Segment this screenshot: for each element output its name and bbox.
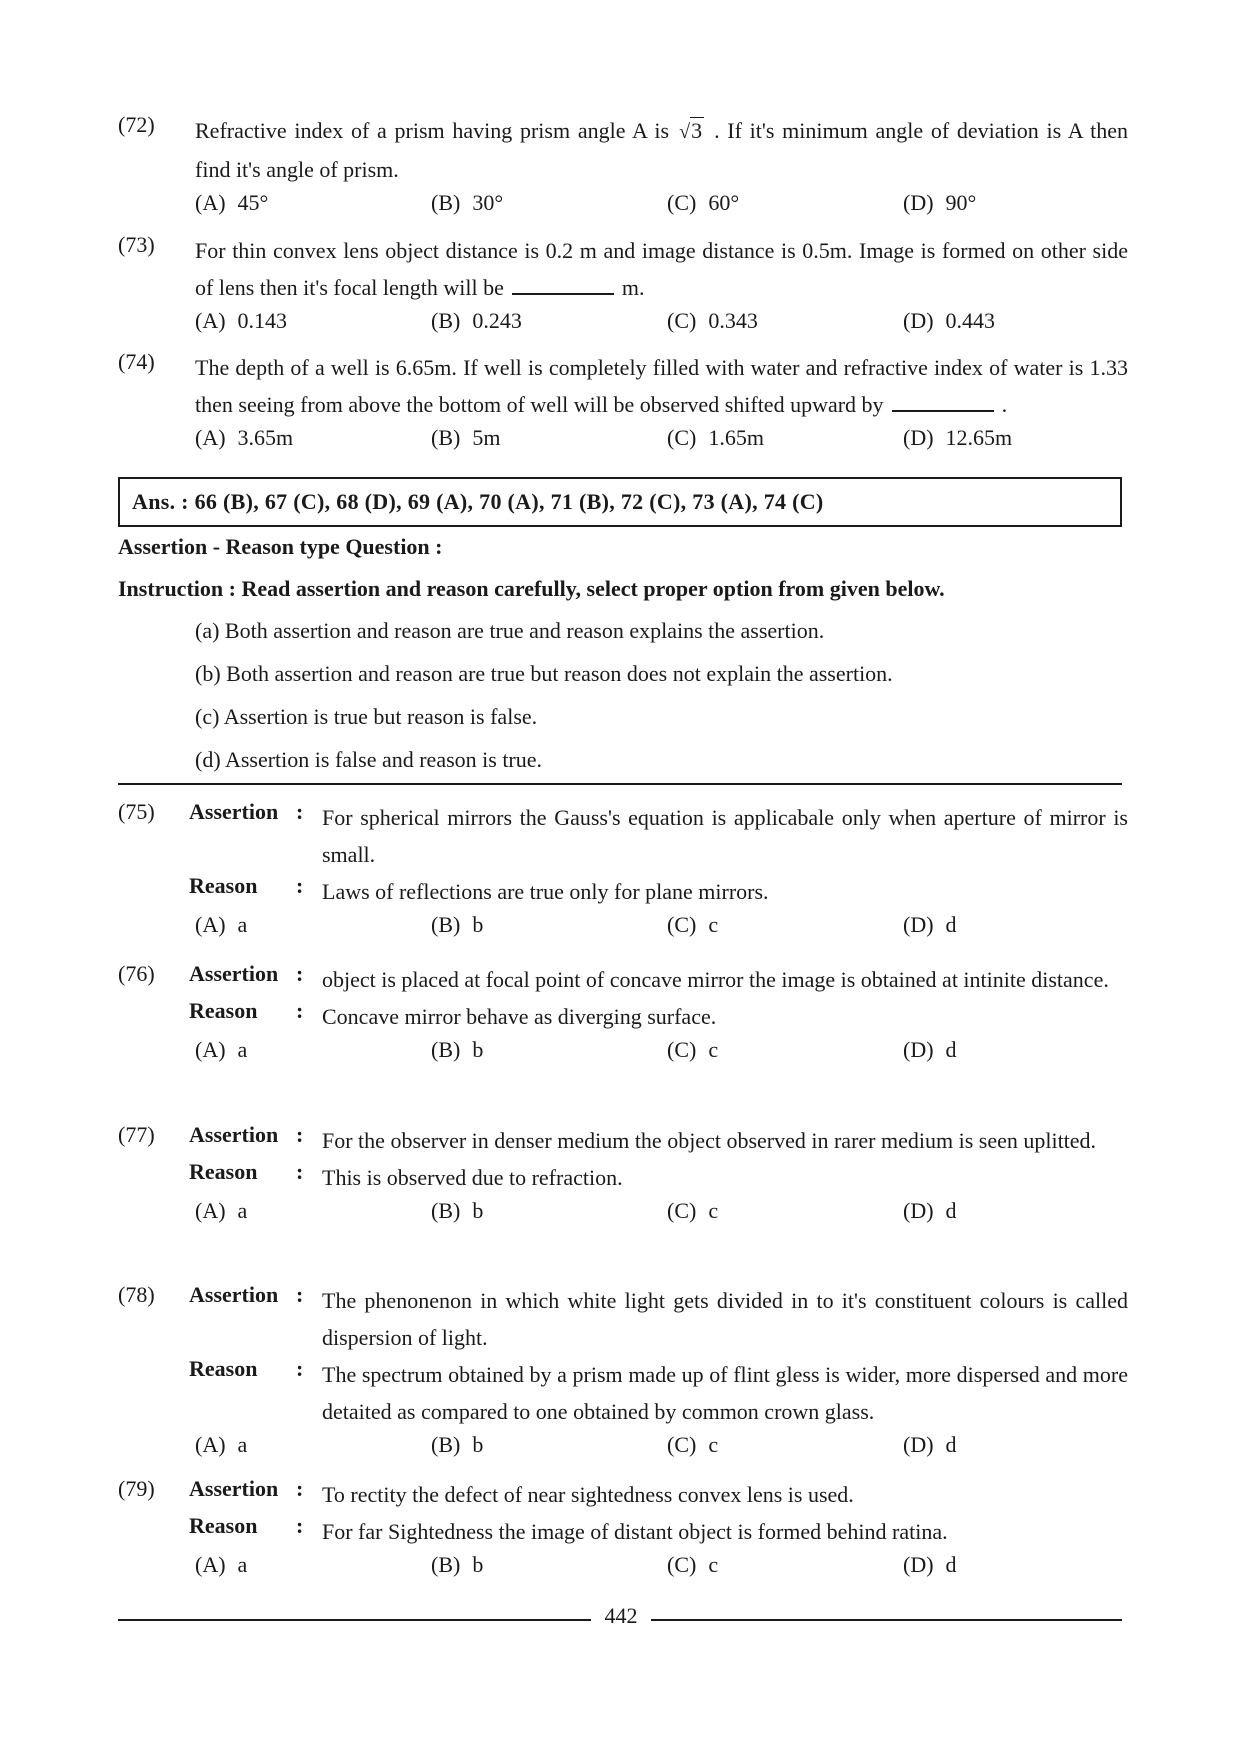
question-number: (73) [118, 232, 155, 257]
choice-d: (d) Assertion is false and reason is true. [195, 747, 543, 772]
page-number: 442 [604, 1603, 638, 1628]
question-number: (74) [118, 349, 155, 374]
reason-text: The spectrum obtained by a prism made up of flint gless is wider, more dispersed and more detaited as compared to one obtained by common crown glass. [322, 1362, 1128, 1424]
square-root-symbol: √3 [679, 118, 703, 143]
option-d: (D) 0.443 [903, 308, 996, 333]
option-b: (B) b [431, 1432, 484, 1457]
option-a: (A) a [195, 1552, 248, 1577]
question-76 [118, 961, 1128, 1073]
reason-text: Concave mirror behave as diverging surface. [322, 1004, 717, 1029]
option-c: (C) c [667, 1432, 719, 1457]
fill-in-blank [512, 277, 614, 295]
options-row [118, 1037, 1128, 1073]
option-b: (B) 30° [431, 190, 504, 215]
question-text: The depth of a well is 6.65m. If well is completely filled with water and refractive index of water is 1.33 then seeing from above the bottom of well will be observed shifted upward by . [195, 355, 1128, 417]
option-d: (D) d [903, 912, 957, 937]
question-number: (76) [118, 961, 155, 986]
question-77 [118, 1122, 1128, 1234]
options-row [118, 1552, 1128, 1588]
option-d: (D) 12.65m [903, 425, 1013, 450]
reason-row: Reason : Concave mirror behave as diverging surface. [118, 998, 1128, 1035]
option-a: (A) a [195, 1432, 248, 1457]
reason-text: Laws of reflections are true only for plane mirrors. [322, 879, 769, 904]
option-a: (A) 0.143 [195, 308, 288, 333]
option-b: (B) b [431, 1198, 484, 1223]
options-row [118, 425, 1128, 461]
instruction-text: Instruction : Read assertion and reason carefully, select proper option from given below. [118, 576, 945, 601]
assertion-row: Assertion : object is placed at focal point of concave mirror the image is obtained at intinite distance. [118, 961, 1128, 998]
fill-in-blank [892, 394, 994, 412]
option-d: (D) d [903, 1552, 957, 1577]
options-row [118, 308, 1128, 344]
footer-rule-right [651, 1619, 1122, 1621]
option-c: (C) c [667, 1552, 719, 1577]
option-d: (D) d [903, 1037, 957, 1062]
question-number: (72) [118, 112, 155, 137]
question-number: (75) [118, 799, 155, 824]
question-74 [118, 349, 1128, 461]
option-c: (C) c [667, 1037, 719, 1062]
assertion-text: object is placed at focal point of concave mirror the image is obtained at intinite distance. [322, 967, 1109, 992]
choice-a: (a) Both assertion and reason are true and reason explains the assertion. [195, 618, 825, 643]
choice-b: (b) Both assertion and reason are true but reason does not explain the assertion. [195, 661, 893, 686]
section-divider [118, 783, 1122, 785]
assertion-row: Assertion : The phenonenon in which white light gets divided in to it's constituent colours is called dispersion of light. [118, 1282, 1128, 1356]
question-number: (77) [118, 1122, 155, 1147]
question-text: For thin convex lens object distance is 0.2 m and image distance is 0.5m. Image is formed on other side of lens then it's focal length will be m. [195, 238, 1128, 300]
reason-row: Reason : Laws of reflections are true only for plane mirrors. [118, 873, 1128, 910]
options-row [118, 1198, 1128, 1234]
reason-text: This is observed due to refraction. [322, 1165, 623, 1190]
question-number: (78) [118, 1282, 155, 1307]
option-b: (B) b [431, 1552, 484, 1577]
reason-row: Reason : This is observed due to refraction. [118, 1159, 1128, 1196]
option-d: (D) d [903, 1198, 957, 1223]
option-c: (C) 60° [667, 190, 740, 215]
reason-text: For far Sightedness the image of distant object is formed behind ratina. [322, 1519, 948, 1544]
question-73 [118, 232, 1128, 344]
option-b: (B) 5m [431, 425, 501, 450]
answer-key-text: Ans. : 66 (B), 67 (C), 68 (D), 69 (A), 70 (A), 71 (B), 72 (C), 73 (A), 74 (C) [132, 489, 824, 514]
option-a: (A) 3.65m [195, 425, 294, 450]
options-row [118, 912, 1128, 948]
options-row [118, 1432, 1128, 1468]
question-text: Refractive index of a prism having prism angle A is √3 . If it's minimum angle of deviation is A then find it's angle of prism. [195, 112, 1128, 188]
option-c: (C) 1.65m [667, 425, 764, 450]
assertion-text: For spherical mirrors the Gauss's equation is applicabale only when aperture of mirror is small. [322, 805, 1128, 867]
question-78 [118, 1282, 1128, 1468]
footer-rule-left [118, 1619, 591, 1621]
option-a: (A) a [195, 1198, 248, 1223]
assertion-text: For the observer in denser medium the object observed in rarer medium is seen uplitted. [322, 1128, 1097, 1153]
option-a: (A) a [195, 1037, 248, 1062]
question-72 [118, 112, 1128, 226]
option-d: (D) d [903, 1432, 957, 1457]
option-b: (B) b [431, 1037, 484, 1062]
option-b: (B) 0.243 [431, 308, 522, 333]
assertion-text: The phenonenon in which white light gets divided in to it's constituent colours is called dispersion of light. [322, 1288, 1128, 1350]
reason-row: Reason : The spectrum obtained by a prism made up of flint gless is wider, more dispersed and more detaited as compared to one obtained by common crown glass. [118, 1356, 1128, 1430]
assertion-text: To rectity the defect of near sightedness convex lens is used. [322, 1482, 854, 1507]
choice-c: (c) Assertion is true but reason is false. [195, 704, 538, 729]
option-d: (D) 90° [903, 190, 977, 215]
option-a: (A) a [195, 912, 248, 937]
section-title: Assertion - Reason type Question : [118, 534, 443, 559]
option-b: (B) b [431, 912, 484, 937]
assertion-row: Assertion : For spherical mirrors the Gauss's equation is applicabale only when aperture of mirror is small. [118, 799, 1128, 873]
options-row [118, 190, 1128, 226]
assertion-row: Assertion : To rectity the defect of near sightedness convex lens is used. [118, 1476, 1128, 1513]
option-c: (C) 0.343 [667, 308, 758, 333]
answer-key-box [118, 477, 1122, 527]
question-75 [118, 799, 1128, 948]
reason-row: Reason : For far Sightedness the image of distant object is formed behind ratina. [118, 1513, 1128, 1550]
option-a: (A) 45° [195, 190, 269, 215]
question-number: (79) [118, 1476, 155, 1501]
option-c: (C) c [667, 912, 719, 937]
option-c: (C) c [667, 1198, 719, 1223]
question-79 [118, 1476, 1128, 1588]
assertion-row: Assertion : For the observer in denser medium the object observed in rarer medium is seen uplitted. [118, 1122, 1128, 1159]
